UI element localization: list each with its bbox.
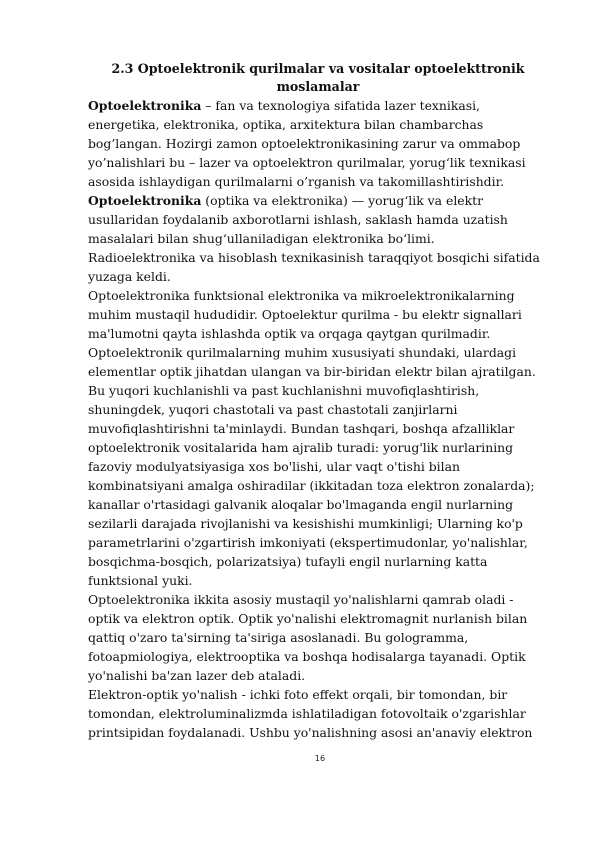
line-text: optoelektronik vositalarida ham ajralib turadi: yorug'lik nurlarining bbox=[88, 440, 514, 455]
section-heading-line-2: moslamalar bbox=[276, 78, 360, 94]
line-text: tomondan, elektroluminalizmda ishlatiladigan fotovoltaik o'zgarishlar bbox=[88, 706, 526, 721]
line-text: Radioelektronika va hisoblash texnikasinish taraqqiyot bosqichi sifatida bbox=[88, 250, 540, 265]
body-text bbox=[88, 96, 558, 742]
line-text: printsipidan foydalanadi. Ushbu yo'nalishning asosi an'anaviy elektron bbox=[88, 725, 533, 740]
text-line bbox=[88, 267, 558, 286]
text-line bbox=[88, 723, 558, 742]
line-text: Optoelektronika ikkita asosiy mustaqil yo'nalishlarni qamrab oladi - bbox=[88, 592, 514, 607]
line-text: kanallar o'rtasidagi galvanik aloqalar bo'lmaganda engil nurlarning bbox=[88, 497, 514, 512]
text-line bbox=[88, 96, 558, 115]
text-line bbox=[88, 666, 558, 685]
text-line bbox=[88, 704, 558, 723]
line-text: Optoelektronika funktsional elektronika va mikroelektronikalarning bbox=[88, 288, 515, 303]
text-line bbox=[88, 172, 558, 191]
text-line bbox=[88, 305, 558, 324]
line-text: Elektron-optik yo'nalish - ichki foto effekt orqali, bir tomondan, bir bbox=[88, 687, 508, 702]
line-text: muhim mustaqil hududidir. Optoelektur qurilma - bu elektr signallari bbox=[88, 307, 522, 322]
line-text: ma'lumotni qayta ishlashda optik va orqaga qaytgan qurilmadir. bbox=[88, 326, 491, 341]
text-line bbox=[88, 552, 558, 571]
line-text: asosida ishlaydigan qurilmalarni o’rganish va takomillashtirishdir. bbox=[88, 174, 505, 189]
line-text: fazoviy modulyatsiyasiga xos bo'lishi, ular vaqt o'tishi bilan bbox=[88, 459, 460, 474]
text-line bbox=[88, 419, 558, 438]
line-text: yuzaga keldi. bbox=[88, 269, 171, 284]
section-heading-line-1: 2.3 Optoelektronik qurilmalar va vositalar optoelekttronik bbox=[111, 61, 525, 76]
text-line bbox=[88, 609, 558, 628]
line-text: fotoapmiologiya, elektrooptika va boshqa hodisalarga tayanadi. Optik bbox=[88, 649, 526, 664]
line-text: – fan va texnologiya sifatida lazer texnikasi, bbox=[201, 98, 480, 113]
bold-term: Optoelektronika bbox=[88, 98, 202, 113]
line-text: energetika, elektronika, optika, arxitektura bilan chambarchas bbox=[88, 117, 484, 132]
line-text: muvofiqlashtirishni ta'minlaydi. Bundan tashqari, boshqa afzalliklar bbox=[88, 421, 515, 436]
text-line bbox=[88, 229, 558, 248]
line-text: Optoelektronik qurilmalarning muhim xususiyati shundaki, ulardagi bbox=[88, 345, 517, 360]
text-line bbox=[88, 362, 558, 381]
line-text: bosqichma-bosqich, polarizatsiya) tufayli engil nurlarning katta bbox=[88, 554, 488, 569]
text-line bbox=[88, 476, 558, 495]
line-text: shuningdek, yuqori chastotali va past chastotali zanjirlarni bbox=[88, 402, 458, 417]
text-line bbox=[88, 153, 558, 172]
line-text: Bu yuqori kuchlanishli va past kuchlanishni muvofiqlashtirish, bbox=[88, 383, 480, 398]
line-text: yo'nalishi ba'zan lazer deb ataladi. bbox=[88, 668, 306, 683]
line-text: bog’langan. Hozirgi zamon optoelektronikasining zarur va ommabop bbox=[88, 136, 521, 151]
text-line bbox=[88, 438, 558, 457]
text-line bbox=[88, 628, 558, 647]
line-text: kombinatsiyani amalga oshiradilar (ikkitadan toza elektron zonalarda); bbox=[88, 478, 535, 493]
text-line bbox=[88, 533, 558, 552]
text-line bbox=[88, 115, 558, 134]
text-line bbox=[88, 191, 558, 210]
text-line bbox=[88, 210, 558, 229]
text-line bbox=[88, 571, 558, 590]
line-text: masalalari bilan shug‘ullaniladigan elektronika bo‘limi. bbox=[88, 231, 435, 246]
text-line bbox=[88, 343, 558, 362]
line-text: yo’nalishlari bu – lazer va optoelektron qurilmalar, yorug‘lik texnikasi bbox=[88, 155, 526, 170]
line-text: funktsional yuki. bbox=[88, 573, 193, 588]
text-line bbox=[88, 324, 558, 343]
text-line bbox=[88, 381, 558, 400]
text-line bbox=[88, 457, 558, 476]
text-line bbox=[88, 647, 558, 666]
section-heading bbox=[88, 60, 548, 95]
line-text: parametrlarini o'zgartirish imkoniyati (ekspertimudonlar, yo'nalishlar, bbox=[88, 535, 528, 550]
text-line bbox=[88, 685, 558, 704]
page-number: 16 bbox=[314, 754, 326, 763]
line-text: elementlar optik jihatdan ulangan va bir-biridan elektr bilan ajratilgan. bbox=[88, 364, 536, 379]
bold-term: Optoelektronika bbox=[88, 193, 202, 208]
text-line bbox=[88, 134, 558, 153]
text-line bbox=[88, 248, 558, 267]
line-text: optik va elektron optik. Optik yo'nalishi elektromagnit nurlanish bilan bbox=[88, 611, 528, 626]
text-line bbox=[88, 514, 558, 533]
line-text: qattiq o'zaro ta'sirning ta'siriga asoslanadi. Bu gologramma, bbox=[88, 630, 469, 645]
text-line bbox=[88, 495, 558, 514]
text-line bbox=[88, 400, 558, 419]
text-line bbox=[88, 286, 558, 305]
line-text: sezilarli darajada rivojlanishi va kesishishi mumkinligi; Ularning ko'p bbox=[88, 516, 523, 531]
line-text: (optika va elektronika) — yorug‘lik va elektr bbox=[201, 193, 484, 208]
line-text: usullaridan foydalanib axborotlarni ishlash, saklash hamda uzatish bbox=[88, 212, 508, 227]
text-line bbox=[88, 590, 558, 609]
